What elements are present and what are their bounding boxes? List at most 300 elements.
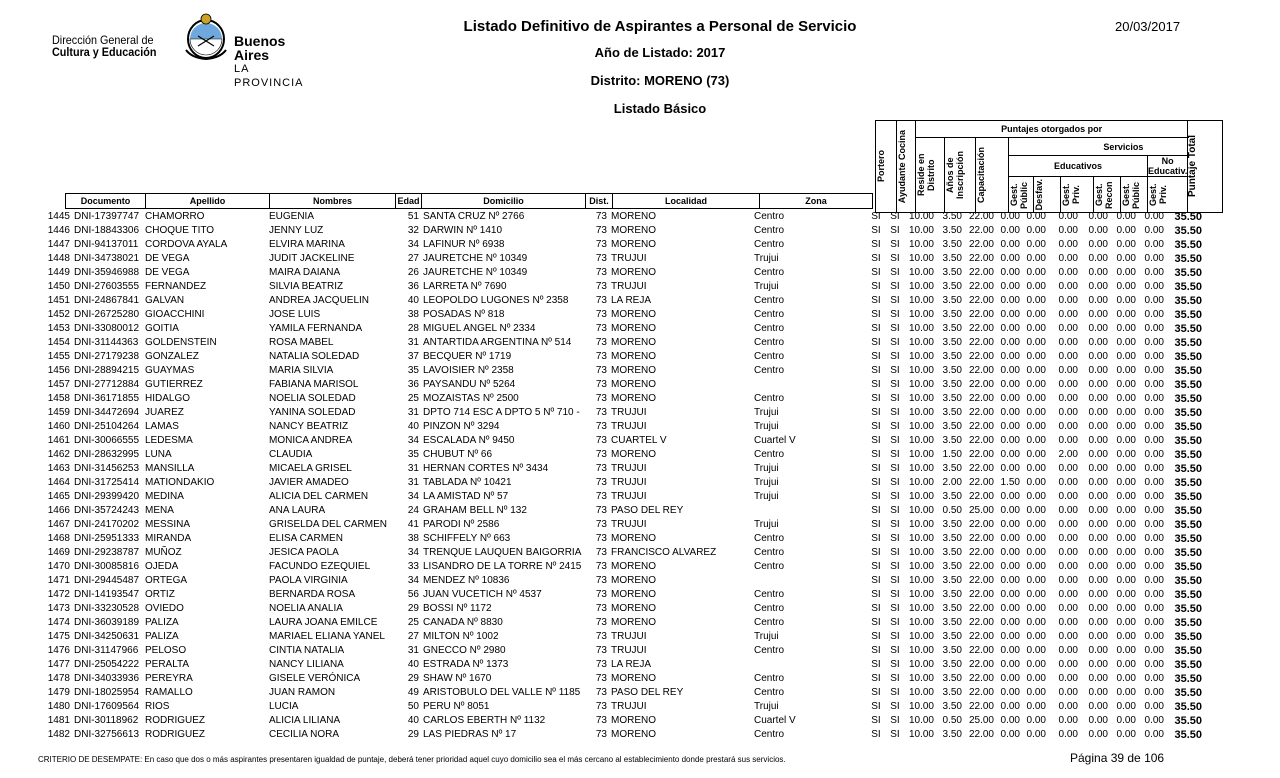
cell-nombres: MICAELA GRISEL — [269, 463, 352, 474]
cell-puntaje-total: 35.50 — [1174, 547, 1202, 559]
cell-portero: SI — [871, 407, 881, 418]
cell-domicilio: SANTA CRUZ Nº 2766 — [423, 211, 525, 222]
cell-gest-priv: 0.00 — [1058, 561, 1078, 572]
cell-reside: 10.00 — [908, 561, 934, 572]
cell-gest-recon: 0.00 — [1088, 561, 1108, 572]
cell-dni: DNI-30066555 — [74, 435, 140, 446]
cell-edad: 32 — [407, 225, 419, 236]
cell-gest-public: 0.00 — [1000, 687, 1020, 698]
cell-row-number: 1452 — [47, 309, 70, 320]
cell-puntaje-total: 35.50 — [1174, 589, 1202, 601]
cell-nombres: LAURA JOANA EMILCE — [269, 617, 378, 628]
cell-portero: SI — [871, 421, 881, 432]
cell-capacitacion: 22.00 — [968, 407, 994, 418]
cell-edad: 41 — [407, 519, 419, 530]
cell-gest-recon: 0.00 — [1088, 379, 1108, 390]
cell-gest-priv-2: 0.00 — [1144, 547, 1164, 558]
cell-row-number: 1462 — [47, 449, 70, 460]
cell-gest-priv: 0.00 — [1058, 673, 1078, 684]
cell-nombres: YAMILA FERNANDA — [269, 323, 363, 334]
cell-gest-priv: 0.00 — [1058, 365, 1078, 376]
cell-apellido: MENA — [145, 505, 174, 516]
cell-gest-priv-2: 0.00 — [1144, 393, 1164, 404]
cell-gest-public-2: 0.00 — [1116, 659, 1136, 670]
cell-gest-priv: 0.00 — [1058, 225, 1078, 236]
table-row — [38, 434, 1202, 448]
cell-reside: 10.00 — [908, 379, 934, 390]
cell-ayudante: SI — [890, 295, 900, 306]
cell-reside: 10.00 — [908, 295, 934, 306]
cell-gest-priv-2: 0.00 — [1144, 533, 1164, 544]
cell-dist: 73 — [595, 239, 607, 250]
cell-row-number: 1453 — [47, 323, 70, 334]
cell-row-number: 1481 — [47, 715, 70, 726]
cell-row-number: 1459 — [47, 407, 70, 418]
cell-gest-priv-2: 0.00 — [1144, 281, 1164, 292]
cell-row-number: 1474 — [47, 617, 70, 628]
cell-domicilio: PINZON Nº 3294 — [423, 421, 500, 432]
cell-anios: 3.50 — [942, 687, 962, 698]
cell-portero: SI — [871, 239, 881, 250]
cell-ayudante: SI — [890, 519, 900, 530]
cell-reside: 10.00 — [908, 505, 934, 516]
cell-gest-recon: 0.00 — [1088, 477, 1108, 488]
cell-reside: 10.00 — [908, 617, 934, 628]
cell-desfav: 0.00 — [1026, 449, 1046, 460]
cell-localidad: LA REJA — [611, 659, 652, 670]
cell-anios: 3.50 — [942, 617, 962, 628]
cell-gest-priv: 0.00 — [1058, 687, 1078, 698]
cell-zona: Cuartel V — [754, 715, 796, 726]
cell-desfav: 0.00 — [1026, 729, 1046, 740]
cell-capacitacion: 22.00 — [968, 449, 994, 460]
cell-gest-public: 0.00 — [1000, 491, 1020, 502]
cell-gest-public: 0.00 — [1000, 225, 1020, 236]
cell-zona: Centro — [754, 561, 785, 572]
cell-edad: 35 — [407, 365, 419, 376]
cell-localidad: TRUJUI — [611, 253, 647, 264]
cell-capacitacion: 22.00 — [968, 281, 994, 292]
cell-puntaje-total: 35.50 — [1174, 645, 1202, 657]
col-anios — [945, 138, 976, 213]
cell-gest-public-2: 0.00 — [1116, 225, 1136, 236]
cell-puntaje-total: 35.50 — [1174, 225, 1202, 237]
cell-nombres: JUAN RAMON — [269, 687, 336, 698]
cell-dni: DNI-36039189 — [74, 617, 140, 628]
district-line: Distrito: MORENO (73) — [590, 73, 730, 88]
table-row — [38, 546, 1202, 560]
cell-ayudante: SI — [890, 491, 900, 502]
cell-gest-recon: 0.00 — [1088, 351, 1108, 362]
cell-gest-public: 0.00 — [1000, 547, 1020, 558]
cell-domicilio: GRAHAM BELL Nº 132 — [423, 505, 527, 516]
cell-ayudante: SI — [890, 673, 900, 684]
cell-ayudante: SI — [890, 323, 900, 334]
cell-domicilio: LA AMISTAD Nº 57 — [423, 491, 509, 502]
cell-gest-public: 0.00 — [1000, 253, 1020, 264]
cell-domicilio: BECQUER Nº 1719 — [423, 351, 512, 362]
cell-reside: 10.00 — [908, 519, 934, 530]
cell-ayudante: SI — [890, 533, 900, 544]
cell-edad: 35 — [407, 449, 419, 460]
cell-dist: 73 — [595, 659, 607, 670]
cell-reside: 10.00 — [908, 659, 934, 670]
cell-zona: Centro — [754, 211, 785, 222]
cell-domicilio: LAS PIEDRAS Nº 17 — [423, 729, 517, 740]
cell-gest-public-2: 0.00 — [1116, 379, 1136, 390]
cell-edad: 34 — [407, 239, 419, 250]
cell-gest-priv-2: 0.00 — [1144, 253, 1164, 264]
cell-nombres: JAVIER AMADEO — [269, 477, 349, 488]
cell-gest-priv: 0.00 — [1058, 729, 1078, 740]
cell-puntaje-total: 35.50 — [1174, 729, 1202, 741]
cell-capacitacion: 25.00 — [968, 505, 994, 516]
col-total-label: Puntaje Total — [1187, 135, 1199, 198]
cell-gest-priv-2: 0.00 — [1144, 267, 1164, 278]
cell-ayudante: SI — [890, 239, 900, 250]
cell-capacitacion: 22.00 — [968, 575, 994, 586]
cell-desfav: 0.00 — [1026, 687, 1046, 698]
cell-domicilio: HERNAN CORTES Nº 3434 — [423, 463, 549, 474]
cell-anios: 3.50 — [942, 463, 962, 474]
cell-dni: DNI-17609564 — [74, 701, 140, 712]
cell-desfav: 0.00 — [1026, 477, 1046, 488]
table-row — [38, 448, 1202, 462]
table-row — [38, 420, 1202, 434]
cell-portero: SI — [871, 323, 881, 334]
cell-portero: SI — [871, 701, 881, 712]
cell-gest-priv-2: 0.00 — [1144, 379, 1164, 390]
cell-gest-recon: 0.00 — [1088, 533, 1108, 544]
cell-domicilio: LISANDRO DE LA TORRE Nº 2415 — [423, 561, 582, 572]
cell-dist: 73 — [595, 267, 607, 278]
cell-apellido: MIRANDA — [145, 533, 192, 544]
cell-gest-priv-2: 0.00 — [1144, 631, 1164, 642]
col-gest-priv-2 — [1148, 177, 1188, 213]
cell-anios: 3.50 — [942, 575, 962, 586]
cell-localidad: TRUJUI — [611, 421, 647, 432]
table-row — [38, 504, 1202, 518]
cell-gest-public-2: 0.00 — [1116, 519, 1136, 530]
cell-nombres: NANCY BEATRIZ — [269, 421, 349, 432]
cell-localidad: MORENO — [611, 337, 656, 348]
cell-dist: 73 — [595, 477, 607, 488]
col-gest-priv-label: Gest. Priv. — [1061, 183, 1081, 206]
cell-row-number: 1464 — [47, 477, 70, 488]
cell-puntaje-total: 35.50 — [1174, 407, 1202, 419]
cell-localidad: PASO DEL REY — [611, 505, 684, 516]
cell-nombres: FACUNDO EZEQUIEL — [269, 561, 371, 572]
cell-gest-public: 0.00 — [1000, 715, 1020, 726]
cell-dni: DNI-25951333 — [74, 533, 140, 544]
cell-edad: 50 — [407, 701, 419, 712]
cell-puntaje-total: 35.50 — [1174, 519, 1202, 531]
cell-dist: 73 — [595, 421, 607, 432]
cell-gest-public: 0.00 — [1000, 323, 1020, 334]
cell-gest-priv-2: 0.00 — [1144, 449, 1164, 460]
cell-portero: SI — [871, 673, 881, 684]
cell-desfav: 0.00 — [1026, 435, 1046, 446]
cell-edad: 24 — [407, 505, 419, 516]
year-line: Año de Listado: 2017 — [594, 45, 726, 60]
cell-dni: DNI-34033936 — [74, 673, 140, 684]
cell-puntaje-total: 35.50 — [1174, 673, 1202, 685]
cell-ayudante: SI — [890, 477, 900, 488]
cell-reside: 10.00 — [908, 603, 934, 614]
cell-dist: 73 — [595, 589, 607, 600]
cell-puntaje-total: 35.50 — [1174, 575, 1202, 587]
cell-portero: SI — [871, 365, 881, 376]
cell-desfav: 0.00 — [1026, 659, 1046, 670]
cell-domicilio: CHUBUT Nº 66 — [423, 449, 493, 460]
cell-apellido: ORTIZ — [145, 589, 175, 600]
cell-desfav: 0.00 — [1026, 365, 1046, 376]
table-row — [38, 350, 1202, 364]
cell-dist: 73 — [595, 309, 607, 320]
cell-reside: 10.00 — [908, 407, 934, 418]
cell-ayudante: SI — [890, 365, 900, 376]
cell-gest-priv: 0.00 — [1058, 491, 1078, 502]
aspirants-table — [38, 210, 1202, 742]
cell-reside: 10.00 — [908, 421, 934, 432]
cell-nombres: NOELIA SOLEDAD — [269, 393, 356, 404]
col-total — [1188, 121, 1223, 213]
cell-domicilio: PAYSANDU Nº 5264 — [423, 379, 516, 390]
cell-dni: DNI-31147966 — [74, 645, 139, 656]
cell-capacitacion: 22.00 — [968, 729, 994, 740]
cell-gest-recon: 0.00 — [1088, 337, 1108, 348]
cell-portero: SI — [871, 659, 881, 670]
cell-gest-public: 0.00 — [1000, 617, 1020, 628]
cell-row-number: 1467 — [47, 519, 70, 530]
cell-portero: SI — [871, 645, 881, 656]
cell-apellido: ORTEGA — [145, 575, 188, 586]
cell-puntaje-total: 35.50 — [1174, 295, 1202, 307]
cell-edad: 29 — [407, 603, 419, 614]
cell-localidad: MORENO — [611, 267, 656, 278]
cell-gest-public: 0.00 — [1000, 729, 1020, 740]
cell-desfav: 0.00 — [1026, 351, 1046, 362]
cell-puntaje-total: 35.50 — [1174, 659, 1202, 671]
cell-ayudante: SI — [890, 687, 900, 698]
cell-dni: DNI-36171855 — [74, 393, 140, 404]
cell-apellido: MEDINA — [145, 491, 184, 502]
cell-capacitacion: 25.00 — [968, 715, 994, 726]
cell-zona: Cuartel V — [754, 435, 796, 446]
cell-edad: 40 — [407, 421, 419, 432]
cell-row-number: 1482 — [47, 729, 70, 740]
col-portero — [876, 121, 897, 213]
cell-gest-public: 0.00 — [1000, 659, 1020, 670]
cell-localidad: MORENO — [611, 365, 656, 376]
cell-ayudante: SI — [890, 393, 900, 404]
cell-portero: SI — [871, 463, 881, 474]
cell-gest-recon: 0.00 — [1088, 701, 1108, 712]
col-gest-recon — [1094, 177, 1121, 213]
table-row — [38, 588, 1202, 602]
cell-gest-recon: 0.00 — [1088, 323, 1108, 334]
cell-zona: Trujui — [754, 253, 779, 264]
cell-gest-public: 0.00 — [1000, 645, 1020, 656]
cell-gest-recon: 0.00 — [1088, 729, 1108, 740]
cell-domicilio: JUAN VUCETICH Nº 4537 — [423, 589, 542, 600]
cell-ayudante: SI — [890, 379, 900, 390]
cell-ayudante: SI — [890, 617, 900, 628]
cell-zona: Centro — [754, 645, 785, 656]
cell-gest-public: 0.00 — [1000, 393, 1020, 404]
cell-localidad: TRUJUI — [611, 645, 647, 656]
table-row — [38, 238, 1202, 252]
cell-dist: 73 — [595, 575, 607, 586]
cell-desfav: 0.00 — [1026, 323, 1046, 334]
cell-gest-public-2: 0.00 — [1116, 673, 1136, 684]
cell-domicilio: SHAW Nº 1670 — [423, 673, 492, 684]
cell-gest-public-2: 0.00 — [1116, 631, 1136, 642]
table-row — [38, 490, 1202, 504]
cell-anios: 3.50 — [942, 589, 962, 600]
cell-zona: Centro — [754, 603, 785, 614]
cell-ayudante: SI — [890, 631, 900, 642]
cell-dni: DNI-27712884 — [74, 379, 140, 390]
cell-nombres: JUDIT JACKELINE — [269, 253, 355, 264]
cell-reside: 10.00 — [908, 281, 934, 292]
cell-gest-public-2: 0.00 — [1116, 421, 1136, 432]
cell-edad: 26 — [407, 267, 419, 278]
cell-gest-public-2: 0.00 — [1116, 253, 1136, 264]
cell-gest-public: 0.00 — [1000, 589, 1020, 600]
cell-gest-priv-2: 0.00 — [1144, 351, 1164, 362]
cell-zona: Trujui — [754, 631, 779, 642]
cell-dni: DNI-26725280 — [74, 309, 140, 320]
cell-dist: 73 — [595, 715, 607, 726]
cell-dni: DNI-31456253 — [74, 463, 140, 474]
cell-nombres: ANDREA JACQUELIN — [269, 295, 370, 306]
cell-gest-priv-2: 0.00 — [1144, 729, 1164, 740]
cell-apellido: GALVAN — [145, 295, 185, 306]
col-domicilio: Domicilio — [422, 194, 586, 209]
cell-domicilio: ARISTOBULO DEL VALLE Nº 1185 — [423, 687, 581, 698]
cell-gest-priv: 0.00 — [1058, 533, 1078, 544]
cell-desfav: 0.00 — [1026, 267, 1046, 278]
cell-dni: DNI-24867841 — [74, 295, 140, 306]
cell-gest-priv: 0.00 — [1058, 463, 1078, 474]
cell-nombres: MAIRA DAIANA — [269, 267, 341, 278]
table-row — [38, 532, 1202, 546]
cell-gest-public-2: 0.00 — [1116, 323, 1136, 334]
cell-portero: SI — [871, 379, 881, 390]
cell-anios: 3.50 — [942, 645, 962, 656]
table-row — [38, 616, 1202, 630]
cell-gest-recon: 0.00 — [1088, 575, 1108, 586]
cell-anios: 3.50 — [942, 393, 962, 404]
cell-gest-public-2: 0.00 — [1116, 715, 1136, 726]
column-header-left — [65, 193, 873, 209]
cell-gest-priv: 0.00 — [1058, 477, 1078, 488]
logo-line-3: Buenos Aires — [234, 33, 286, 63]
cell-domicilio: MENDEZ Nº 10836 — [423, 575, 510, 586]
col-gest-recon-label: Gest. Recon — [1094, 180, 1114, 209]
cell-gest-recon: 0.00 — [1088, 435, 1108, 446]
cell-anios: 3.50 — [942, 239, 962, 250]
cell-capacitacion: 22.00 — [968, 659, 994, 670]
cell-gest-recon: 0.00 — [1088, 421, 1108, 432]
cell-row-number: 1465 — [47, 491, 70, 502]
cell-dist: 73 — [595, 281, 607, 292]
cell-zona: Centro — [754, 729, 785, 740]
cell-nombres: MONICA ANDREA — [269, 435, 353, 446]
cell-apellido: MANSILLA — [145, 463, 195, 474]
cell-gest-public: 0.00 — [1000, 435, 1020, 446]
cell-nombres: JOSE LUIS — [269, 309, 321, 320]
cell-gest-recon: 0.00 — [1088, 715, 1108, 726]
cell-reside: 10.00 — [908, 225, 934, 236]
cell-gest-public-2: 0.00 — [1116, 281, 1136, 292]
cell-zona: Centro — [754, 267, 785, 278]
cell-zona: Centro — [754, 309, 785, 320]
cell-portero: SI — [871, 393, 881, 404]
cell-apellido: OJEDA — [145, 561, 179, 572]
cell-capacitacion: 22.00 — [968, 631, 994, 642]
cell-gest-priv: 0.00 — [1058, 323, 1078, 334]
col-dist: Dist. — [586, 194, 613, 209]
cell-zona: Trujui — [754, 421, 779, 432]
cell-capacitacion: 22.00 — [968, 603, 994, 614]
cell-desfav: 0.00 — [1026, 715, 1046, 726]
cell-ayudante: SI — [890, 701, 900, 712]
cell-anios: 3.50 — [942, 673, 962, 684]
cell-gest-public: 0.00 — [1000, 575, 1020, 586]
cell-nombres: CLAUDIA — [269, 449, 313, 460]
table-row — [38, 392, 1202, 406]
cell-localidad: MORENO — [611, 449, 656, 460]
cell-row-number: 1446 — [47, 225, 70, 236]
cell-zona: Trujui — [754, 477, 779, 488]
cell-edad: 31 — [407, 477, 419, 488]
cell-gest-public-2: 0.00 — [1116, 589, 1136, 600]
cell-dist: 73 — [595, 351, 607, 362]
cell-gest-recon: 0.00 — [1088, 449, 1108, 460]
cell-edad: 34 — [407, 491, 419, 502]
cell-apellido: CORDOVA AYALA — [145, 239, 228, 250]
cell-row-number: 1458 — [47, 393, 70, 404]
cell-ayudante: SI — [890, 561, 900, 572]
col-documento: Documento — [66, 194, 146, 209]
cell-portero: SI — [871, 225, 881, 236]
cell-gest-priv: 0.00 — [1058, 351, 1078, 362]
cell-puntaje-total: 35.50 — [1174, 491, 1202, 503]
cell-capacitacion: 22.00 — [968, 309, 994, 320]
cell-ayudante: SI — [890, 449, 900, 460]
cell-zona: Centro — [754, 323, 785, 334]
cell-reside: 10.00 — [908, 645, 934, 656]
table-row — [38, 406, 1202, 420]
cell-dni: DNI-33230528 — [74, 603, 140, 614]
cell-dni: DNI-34472694 — [74, 407, 140, 418]
cell-dni: DNI-24170202 — [74, 519, 140, 530]
cell-row-number: 1461 — [47, 435, 70, 446]
cell-apellido: RODRIGUEZ — [145, 729, 205, 740]
cell-apellido: FERNANDEZ — [145, 281, 207, 292]
cell-nombres: NATALIA SOLEDAD — [269, 351, 360, 362]
table-row — [38, 728, 1202, 742]
cell-edad: 25 — [407, 617, 419, 628]
cell-ayudante: SI — [890, 435, 900, 446]
cell-gest-priv-2: 0.00 — [1144, 309, 1164, 320]
cell-apellido: PELOSO — [145, 645, 187, 656]
cell-desfav: 0.00 — [1026, 505, 1046, 516]
cell-gest-priv: 0.00 — [1058, 435, 1078, 446]
cell-capacitacion: 22.00 — [968, 533, 994, 544]
